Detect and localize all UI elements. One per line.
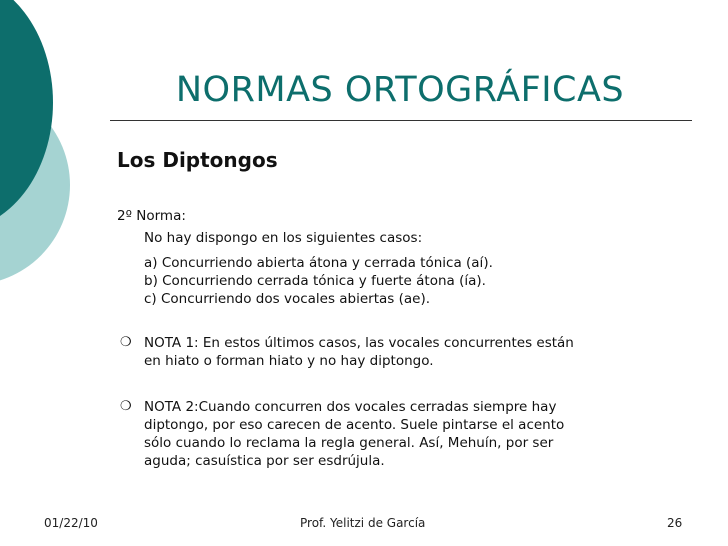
footer-author: Prof. Yelitzi de García [300, 516, 426, 530]
cases-list [144, 254, 493, 308]
case-item-b: b) Concurriendo cerrada tónica y fuerte átona (ía). [144, 273, 486, 289]
note-2-line: sólo cuando lo reclama la regla general. Así, Mehuín, por ser [144, 435, 554, 451]
note-2-line: diptongo, por eso carecen de acento. Suele pintarse el acento [144, 417, 565, 433]
footer-date: 01/22/10 [44, 516, 98, 530]
title-divider [110, 120, 692, 121]
slide-title: NORMAS ORTOGRÁFICAS [175, 70, 625, 110]
note-1-line: NOTA 1: En estos últimos casos, las vocales concurrentes están [144, 335, 574, 351]
footer-page-number: 26 [667, 516, 683, 530]
note-2 [144, 398, 564, 470]
note-1-line: en hiato o forman hiato y no hay diptongo. [144, 353, 434, 369]
case-item-c: c) Concurriendo dos vocales abiertas (ae). [144, 291, 431, 307]
note-1 [144, 334, 574, 370]
bullet-icon: ❍ [120, 399, 132, 414]
note-2-line: NOTA 2:Cuando concurren dos vocales cerradas siempre hay [144, 399, 557, 415]
norma-label: 2º Norma: [117, 208, 186, 224]
case-item-a: a) Concurriendo abierta átona y cerrada tónica (aí). [144, 255, 493, 271]
norma-intro: No hay dispongo en los siguientes casos: [144, 230, 423, 246]
note-2-line: aguda; casuística por ser esdrújula. [144, 453, 385, 469]
section-heading: Los Diptongos [117, 148, 278, 172]
bullet-icon: ❍ [120, 335, 132, 350]
